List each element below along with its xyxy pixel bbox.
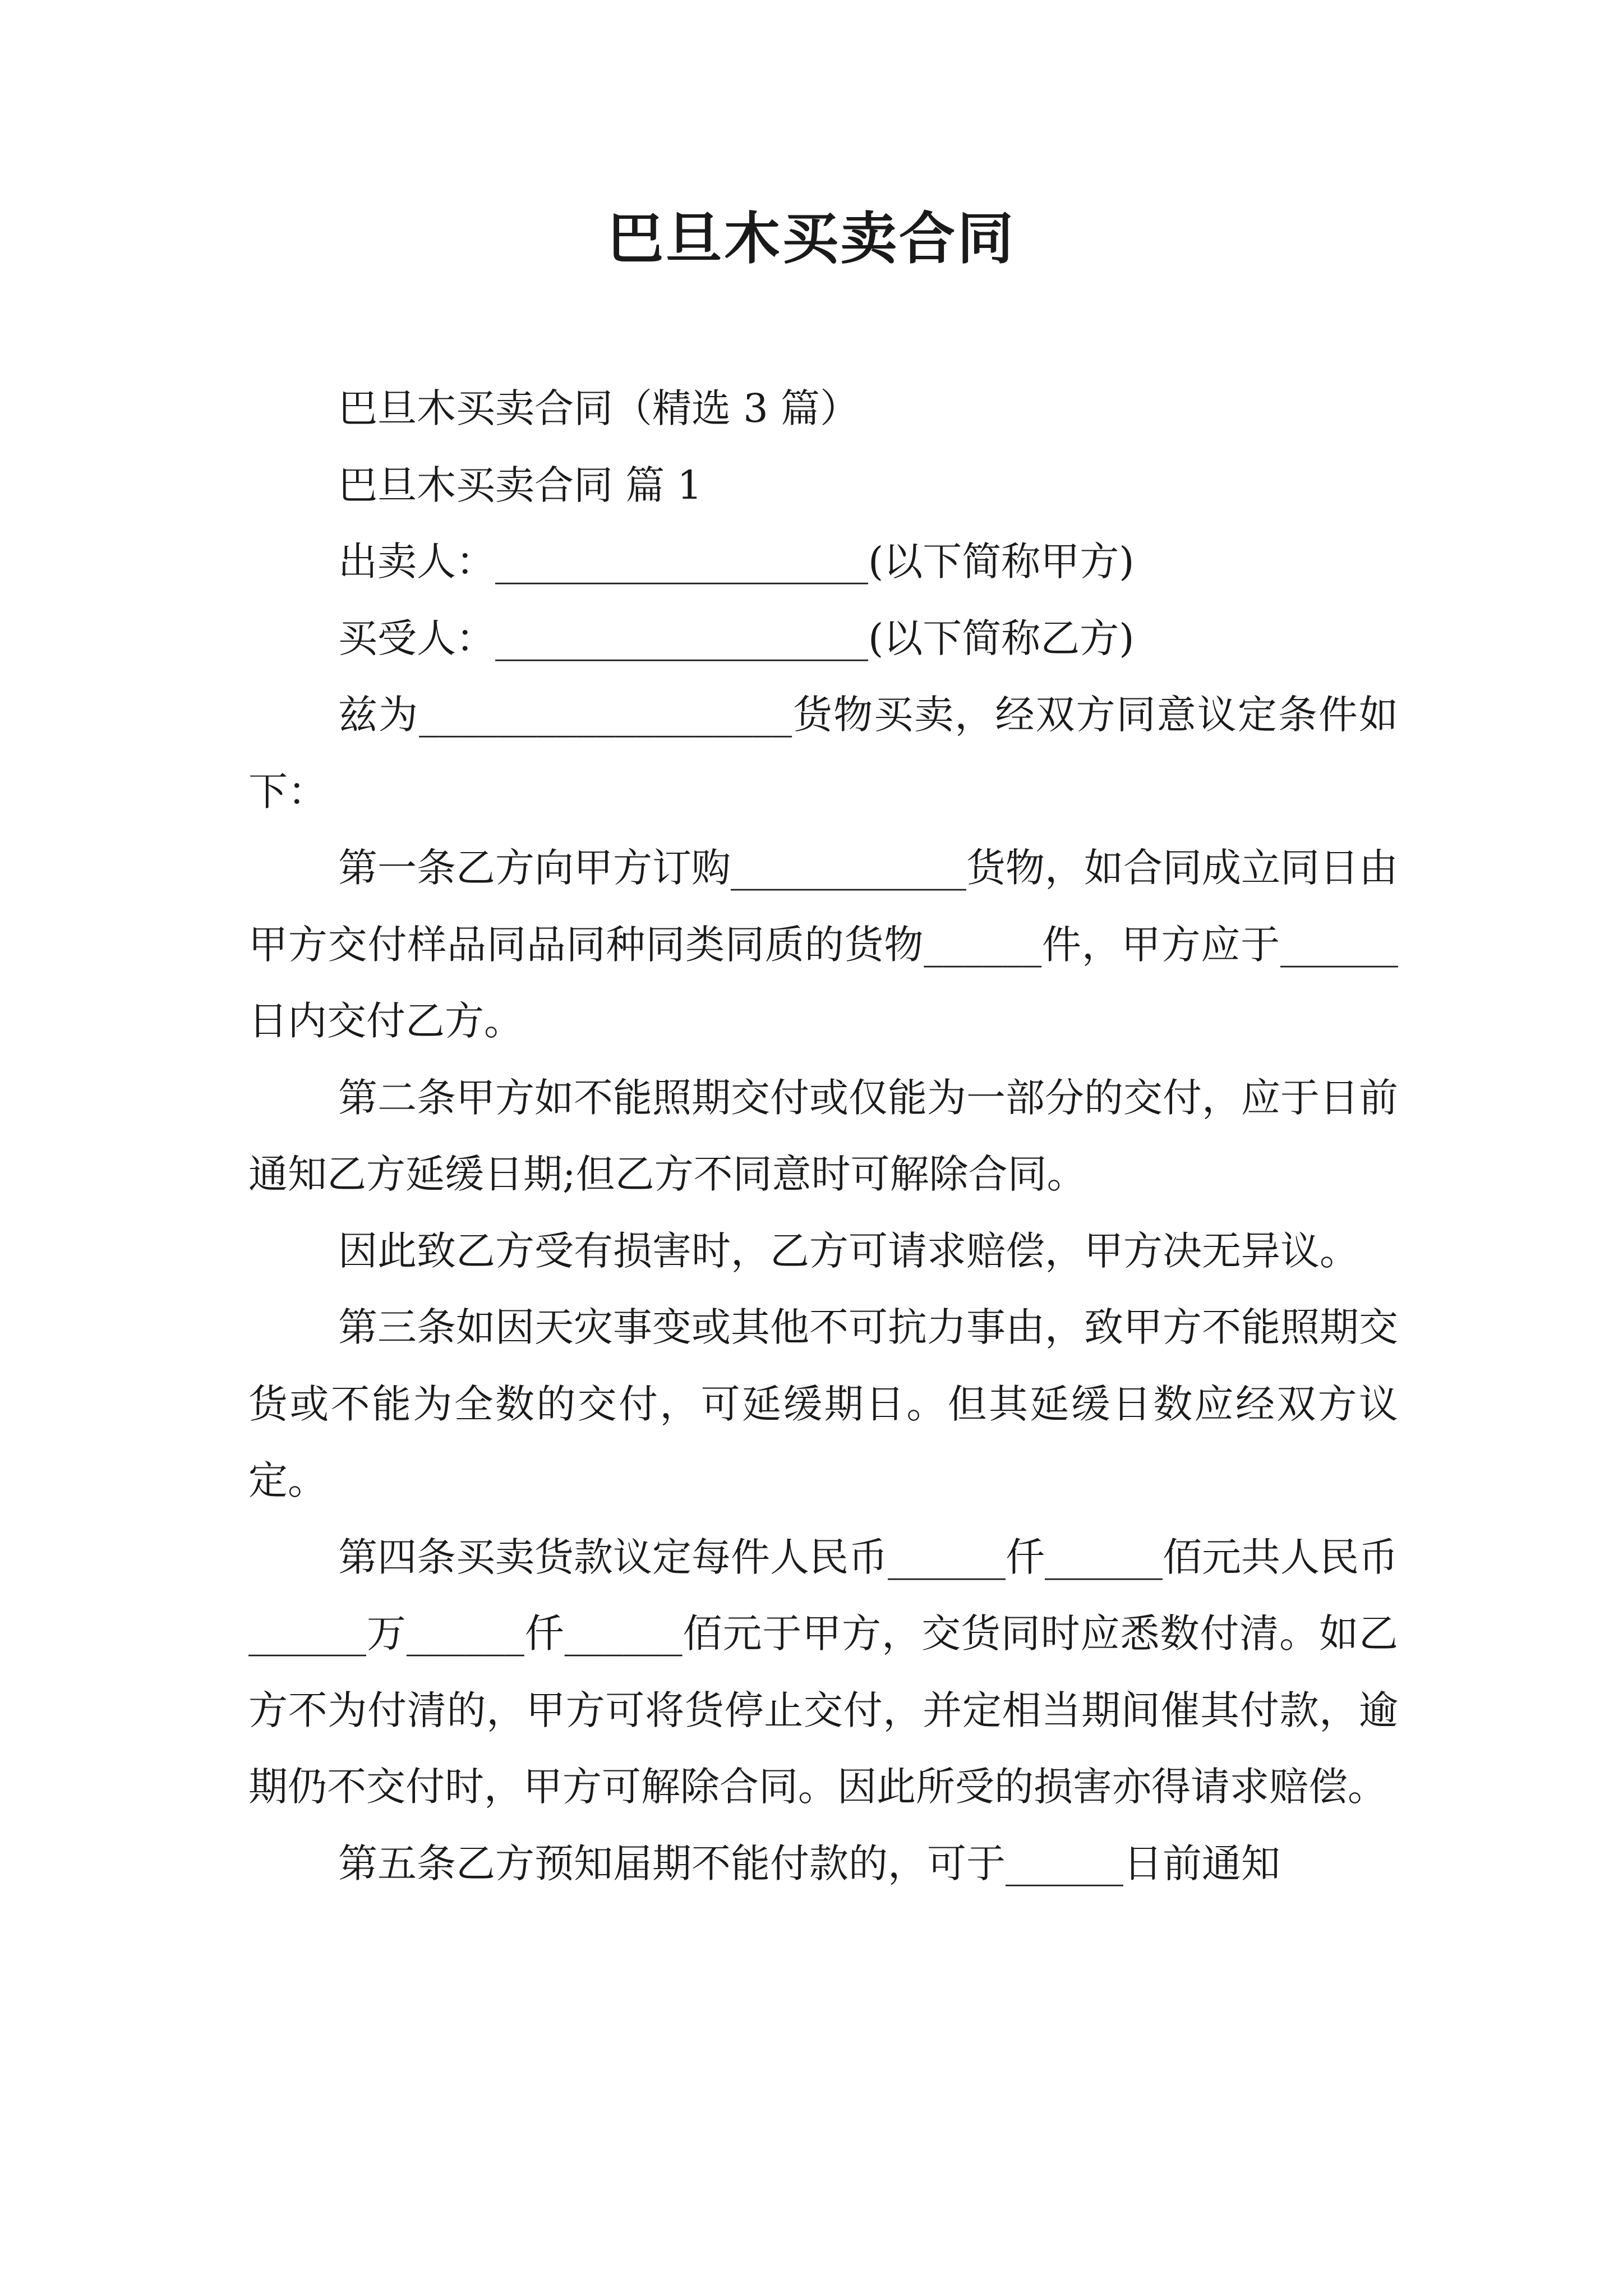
paragraph-article-2-cont: 因此致乙方受有损害时，乙方可请求赔偿，甲方决无异议。 (338, 1227, 1359, 1274)
paragraph-article-1: 第一条乙方向甲方订购____________货物，如合同成立同日由甲方交付样品同品同种同类同质的货物______件，甲方应于______日内交付乙方。 (248, 845, 1398, 1044)
paragraph-section-heading: 巴旦木买卖合同 篇 1 (338, 462, 703, 508)
paragraph-subtitle: 巴旦木买卖合同（精选 3 篇） (338, 385, 860, 431)
paragraph-preamble: 兹为___________________货物买卖，经双方同意议定条件如下： (248, 692, 1398, 815)
paragraph-article-4: 第四条买卖货款议定每件人民币______仟______佰元共人民币______万______仟______佰元于甲方，交货同时应悉数付清。如乙方不为付清的，甲方可将货停止交付，并定相当期间催其付款，逾期仍不交付时，甲方可解除合同。因此所受的损害亦得请求赔偿。 (248, 1534, 1398, 1810)
paragraph-seller: 出卖人：___________________(以下简称甲方) (338, 539, 1135, 585)
paragraph-article-2: 第二条甲方如不能照期交付或仅能为一部分的交付，应于日前通知乙方延缓日期;但乙方不同意时可解除合同。 (248, 1074, 1398, 1197)
paragraph-article-5: 第五条乙方预知届期不能付款的，可于______日前通知 (338, 1840, 1280, 1887)
paragraph-buyer: 买受人：___________________(以下简称乙方) (338, 615, 1135, 661)
document-body (248, 370, 1398, 1902)
document-title: 巴旦木买卖合同 (607, 205, 1016, 272)
paragraph-article-3: 第三条如因天灾事变或其他不可抗力事由，致甲方不能照期交货或不能为全数的交付，可延缓期日。但其延缓日数应经双方议定。 (248, 1304, 1398, 1503)
